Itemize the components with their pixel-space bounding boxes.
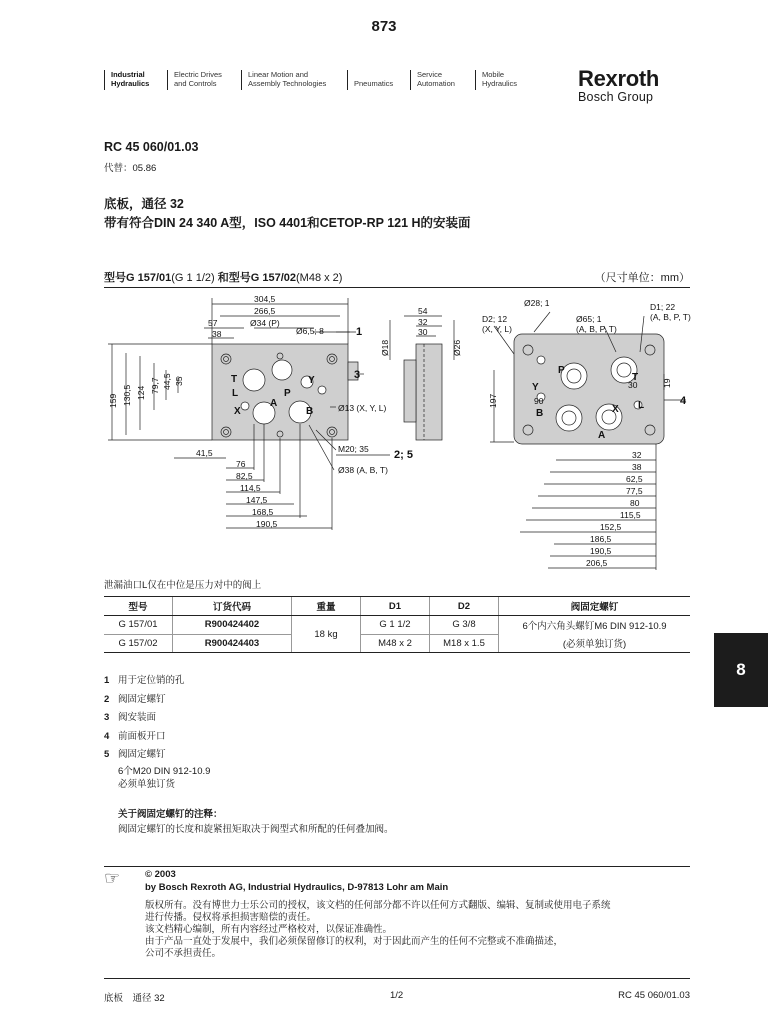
units-note: （尺寸单位：mm） — [594, 272, 690, 284]
table-row: G 157/01 R900424402 18 kg G 1 1/2 G 3/8 6个内六角头螺钉M6 DIN 912-10.9 — [104, 616, 690, 635]
dim-114-5: 114,5 — [240, 483, 261, 493]
footer-right: RC 45 060/01.03 — [618, 990, 690, 1001]
dim-d18: Ø18 — [380, 339, 390, 356]
label-d2: D2; 12 — [482, 314, 508, 324]
footer-divider-top — [104, 866, 690, 867]
rights-text: 版权所有。没有博世力士乐公司的授权，该文档的任何部分都不许以任何方式翻版、编辑、复制或使用电子系统 进行传播。侵权将承担损害赔偿的责任。 该文档精心编制，所有内容经过严格校对，以保证准确性。 由于产品一直处于发展中，我们必须保留修订的权利，对于因此而产生的任何不完整或不准确描述， 公司不承担责任。 — [145, 900, 611, 959]
page-number: 873 — [371, 18, 397, 35]
dim-30-right: 30 — [628, 380, 638, 390]
port-a: A — [270, 398, 278, 409]
callout-abt: Ø38 (A, B, T) — [338, 465, 388, 475]
dim-32: 32 — [418, 317, 428, 327]
rexroth-logo: Rexroth Bosch Group — [578, 66, 660, 104]
callout-3: 3 — [354, 369, 361, 381]
dim-r62-5: 62,5 — [626, 474, 643, 484]
bottom-port-l: L — [638, 400, 645, 411]
nav-linear-motion[interactable]: Linear Motion and Assembly Technologies — [241, 70, 347, 90]
screw-note-body: 阀固定螺钉的长度和旋紧扭矩取决于阀型式和所配的任何叠加阀。 — [118, 824, 394, 835]
nav-electric-drives[interactable]: Electric Drives and Controls — [167, 70, 241, 90]
division-nav — [104, 70, 542, 90]
nav-service-automation[interactable]: Service Automation — [410, 70, 475, 90]
dim-147-5: 147,5 — [246, 495, 268, 505]
list-item: 5 阀固定螺钉 — [104, 749, 166, 760]
callout-1: 1 — [356, 326, 363, 338]
dim-79-7: 79,7 — [150, 377, 160, 394]
dim-r77-5: 77,5 — [626, 486, 643, 496]
dim-76: 76 — [236, 459, 246, 469]
model-line: 型号G 157/01(G 1 1/2) 和型号G 157/02(M48 x 2) — [104, 272, 343, 284]
title-line-1: 底板，通径 32 — [104, 197, 184, 211]
dim-35: 35 — [174, 376, 184, 386]
port-t: T — [231, 374, 238, 385]
footer-left: 底板 通径 32 — [104, 993, 165, 1004]
callout-4: 4 — [680, 395, 687, 407]
document-id: RC 45 060/01.03 — [104, 140, 199, 154]
chapter-tab[interactable]: 8 — [714, 633, 768, 707]
port-p: P — [284, 388, 291, 399]
dim-54: 54 — [418, 306, 428, 316]
bottom-port-y: Y — [532, 382, 539, 393]
dim-r80: 80 — [630, 498, 640, 508]
nav-pneumatics[interactable]: Pneumatics — [347, 70, 410, 90]
dim-r115-5: 115,5 — [620, 510, 641, 520]
screw-note-heading: 关于阀固定螺钉的注释： — [118, 809, 223, 820]
dim-190-5: 190,5 — [256, 519, 278, 529]
dim-304-5: 304,5 — [254, 294, 276, 304]
section-divider — [104, 287, 690, 288]
bottom-port-a: A — [598, 430, 606, 441]
dim-r186-5: 186,5 — [590, 534, 612, 544]
dim-38: 38 — [212, 329, 222, 339]
replaces-note: 代替：05.86 — [104, 163, 157, 174]
title-line-2: 带有符合DIN 24 340 A型，ISO 4401和CETOP-RP 121 H的安装面 — [104, 216, 471, 230]
dim-124: 124 — [136, 385, 146, 400]
dim-197: 197 — [488, 393, 498, 408]
dim-44-5: 44,5 — [162, 373, 172, 390]
footer-divider-bottom — [104, 978, 690, 979]
technical-drawing — [104, 290, 696, 572]
label-d1-ports: (A, B, P, T) — [650, 312, 691, 322]
dim-266-5: 266,5 — [254, 306, 276, 316]
footer-page: 1/2 — [390, 990, 404, 1001]
legend-sub-2: 必须单独订货 — [118, 778, 176, 790]
list-item: 4 前面板开口 — [104, 730, 166, 742]
list-item: 2 阀固定螺钉 — [104, 693, 166, 705]
port-l: L — [232, 388, 239, 399]
table-row: G 157/02 R900424403 M48 x 2 M18 x 1.5 (必须单独订货) — [104, 634, 690, 653]
dim-159: 159 — [108, 393, 118, 408]
dim-168-5: 168,5 — [252, 507, 274, 517]
dim-41-5: 41,5 — [196, 448, 213, 458]
label-d65-ports: (A, B, P, T) — [576, 324, 617, 334]
dim-57: 57 — [208, 318, 218, 328]
ordering-table — [104, 596, 690, 653]
pointing-hand-icon: ☞ — [104, 868, 121, 888]
dim-r32: 32 — [632, 450, 642, 460]
dim-19: 19 — [662, 378, 672, 388]
dim-d28: Ø28; 1 — [524, 298, 550, 308]
bottom-port-p: P — [558, 365, 565, 376]
dim-d26: Ø26 — [452, 339, 462, 356]
label-d2-ports: (X, Y, L) — [482, 324, 512, 334]
list-item: 1 用于定位销的孔 — [104, 675, 185, 686]
nav-industrial-hydraulics[interactable]: Industrial Hydraulics — [104, 70, 167, 90]
nav-mobile-hydraulics[interactable]: Mobile Hydraulics — [475, 70, 542, 90]
copyright-year: © 2003 — [145, 869, 176, 880]
dim-r206-5: 206,5 — [586, 558, 608, 568]
legend-sub-1: 6个M20 DIN 912-10.9 — [118, 765, 211, 777]
leak-port-note: 泄漏油口L仅在中位是压力对中的阀上 — [104, 580, 262, 591]
callout-2-5: 2; 5 — [394, 449, 413, 461]
bottom-port-t: T — [632, 372, 639, 383]
dim-130-5: 130,5 — [122, 384, 132, 406]
dim-r38: 38 — [632, 462, 642, 472]
dim-d65: Ø65; 1 — [576, 314, 602, 324]
dim-pin-hole: Ø6,5; 8 — [296, 326, 324, 336]
dim-30: 30 — [418, 327, 428, 337]
port-y: Y — [308, 375, 315, 386]
dim-82-5: 82,5 — [236, 471, 253, 481]
legend-list — [104, 672, 210, 791]
dim-90: 90 — [534, 396, 544, 406]
bottom-port-b: B — [536, 408, 544, 419]
subplate-side-view — [416, 344, 442, 440]
port-x: X — [234, 406, 241, 417]
callout-xyl: Ø13 (X, Y, L) — [338, 403, 387, 413]
copyright-holder: by Bosch Rexroth AG, Industrial Hydraulics, D-97813 Lohr am Main — [145, 882, 449, 893]
dim-r152-5: 152,5 — [600, 522, 622, 532]
port-b: B — [306, 406, 314, 417]
dim-r190-5: 190,5 — [590, 546, 612, 556]
bottom-port-x: X — [612, 404, 619, 415]
table-header-row: 型号 订货代码 重量 D1 D2 阀固定螺钉 — [104, 597, 690, 616]
dim-p-port: Ø34 (P) — [250, 318, 280, 328]
list-item: 3 阀安装面 — [104, 712, 157, 723]
label-d1: D1; 22 — [650, 302, 676, 312]
callout-m20: M20; 35 — [338, 444, 369, 454]
